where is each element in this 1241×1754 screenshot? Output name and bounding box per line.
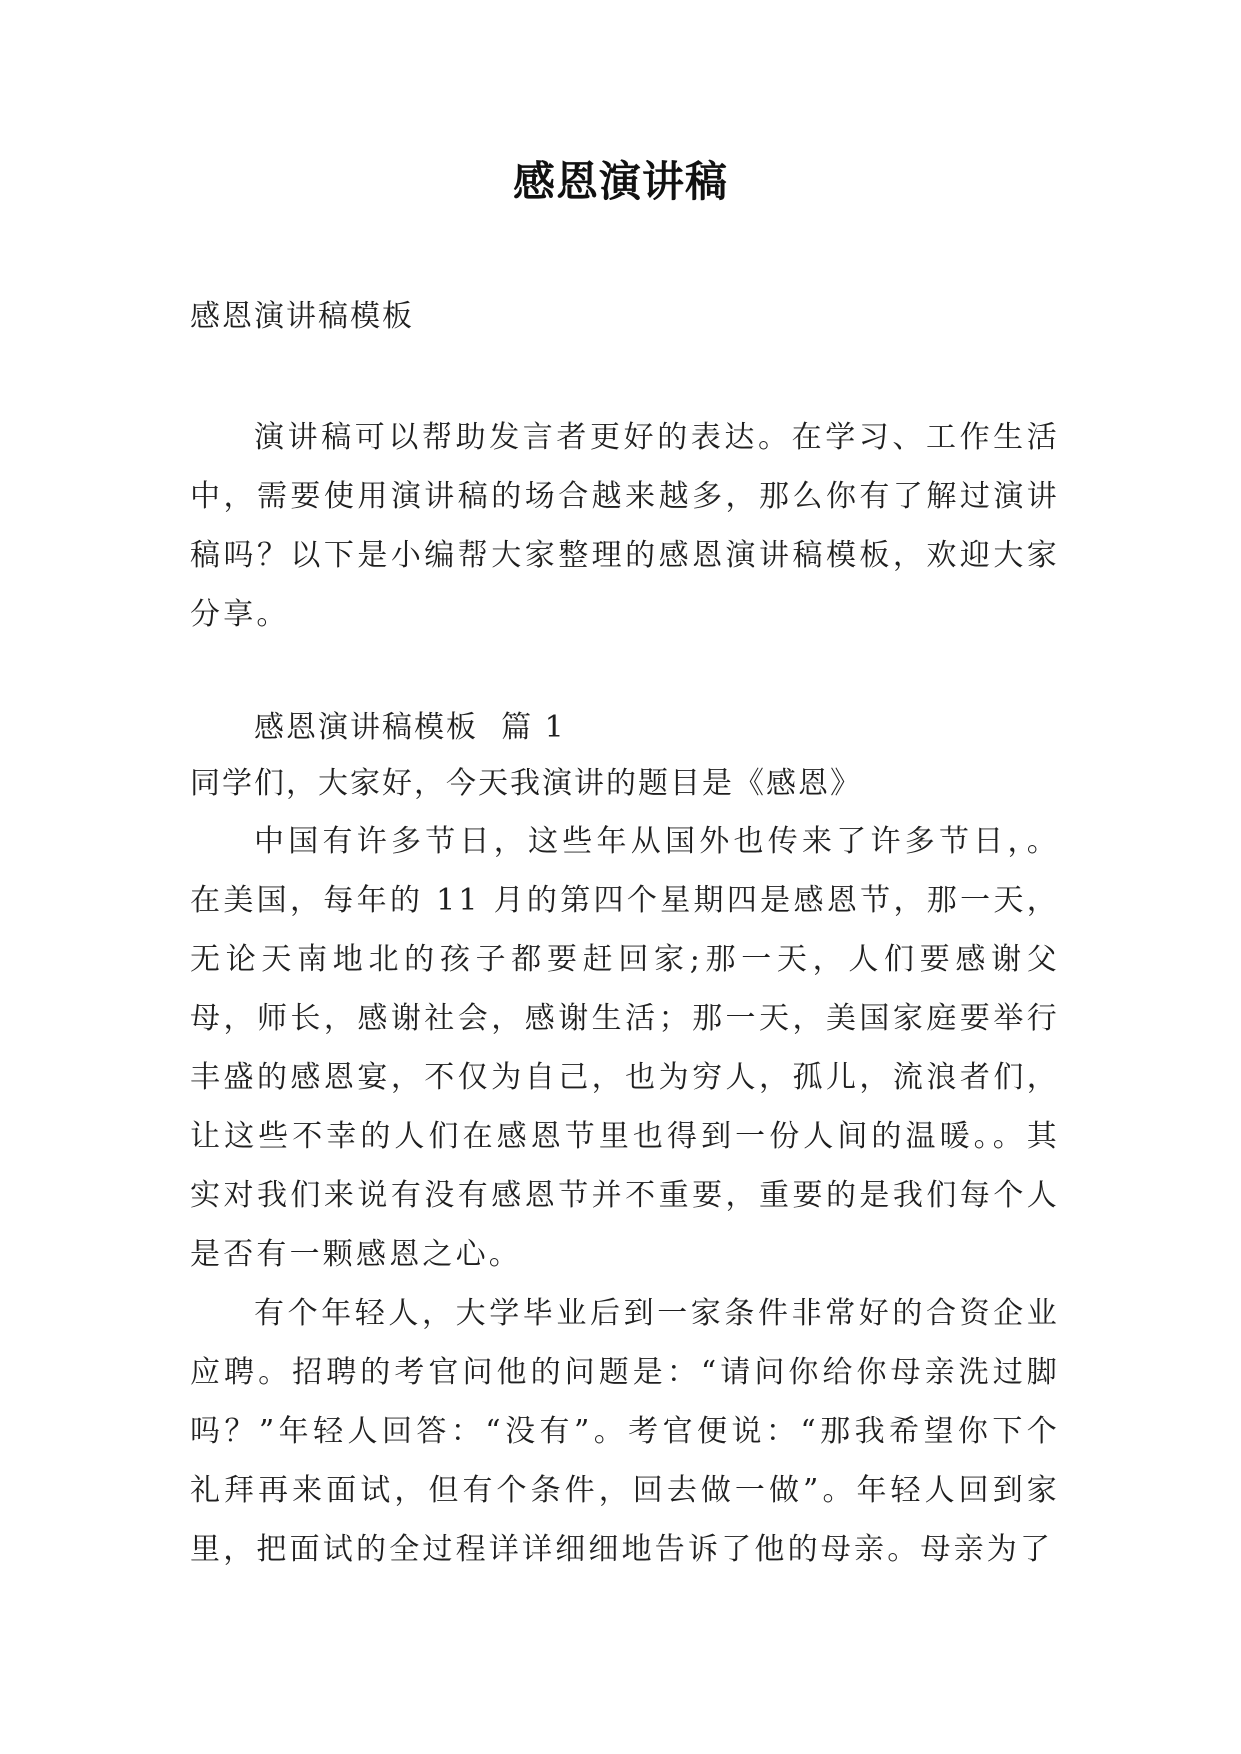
document-title: 感恩演讲稿 xyxy=(512,157,728,206)
body-paragraph: 中国有许多节日，这些年从国外也传来了许多节日，。在美国，每年的 11 月的第四个星期四是感恩节，那一天，无论天南地北的孩子都要赶回家;那一天，人们要感谢父母，师长，感谢社会，感谢生活；那一天，美国家庭要举行丰盛的感恩宴，不仅为自己，也为穷人，孤儿，流浪者们，让这些不幸的人们在感恩节里也得到一份人间的温暖。。其实对我们来说有没有感恩节并不重要，重要的是我们每个人是否有一颗感恩之心。 xyxy=(190,824,1060,1272)
speech-body xyxy=(190,812,1060,1579)
intro-paragraph: 演讲稿可以帮助发言者更好的表达。在学习、工作生活中，需要使用演讲稿的场合越来越多，那么你有了解过演讲稿吗？以下是小编帮大家整理的感恩演讲稿模板，欢迎大家分享。 xyxy=(190,420,1060,632)
intro-section xyxy=(190,408,1060,644)
section-heading: 感恩演讲稿模板 篇 1 xyxy=(254,710,566,745)
speech-greeting: 同学们，大家好，今天我演讲的题目是《感恩》 xyxy=(190,766,862,801)
body-paragraph: 有个年轻人，大学毕业后到一家条件非常好的合资企业应聘。招聘的考官问他的问题是：“请问你给你母亲洗过脚吗？”年轻人回答：“没有”。考官便说：“那我希望你下个礼拜再来面试，但有个条件，回去做一做”。年轻人回到家里，把面试的全过程详详细细地告诉了他的母亲。母亲为了 xyxy=(190,1296,1060,1567)
document-subtitle: 感恩演讲稿模板 xyxy=(190,299,414,334)
